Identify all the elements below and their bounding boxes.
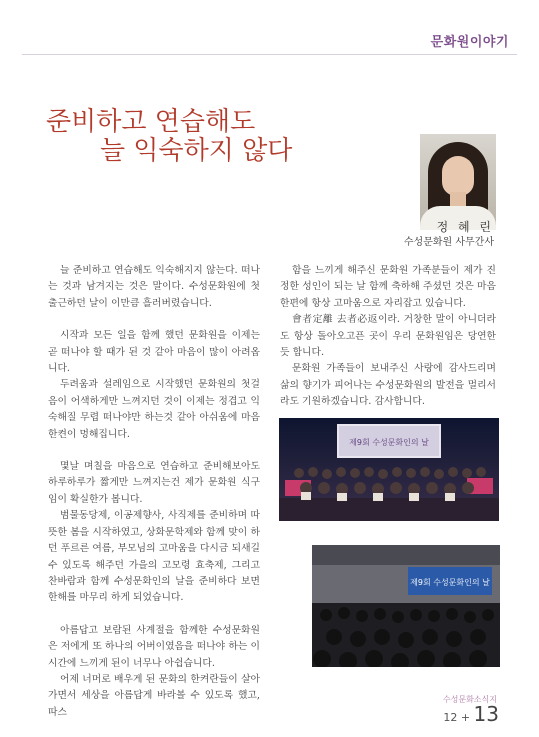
event-photo-stage (279, 418, 499, 521)
title-line-1: 준비하고 연습해도 (46, 107, 256, 137)
stage-floor (279, 498, 499, 521)
body-paragraph: 두려움과 설레임으로 시작했던 문화원의 첫걸음이 어색하게만 느껴지던 것이 이제는 정겹고 익숙해질 무렵 떠나야만 하는것 같아 아쉬움에 마음 한켠이 멍해집니다. (48, 379, 260, 440)
author-name: 정 혜 린 (436, 220, 494, 234)
photo-face (442, 156, 474, 196)
hall-photo-svg (312, 545, 500, 667)
page-number: 13 (473, 702, 499, 726)
stage-photo-svg (279, 418, 499, 521)
body-paragraph: 어제 너머로 배우게 된 문화의 한켜란들이 살아가면서 세상을 아름답게 바라볼 수 있도록 했고, 따스 (48, 673, 260, 718)
article-title (46, 108, 292, 166)
stage-banner-text: 제9회 수성문화인의 날 (349, 438, 429, 447)
body-paragraph: 아름답고 보람된 사계절을 함께한 수성문화원은 저에게 또 하나의 어버이였음을 떠나야 하는 이 시간에 느끼게 된이 너무나 아쉽습니다. (48, 624, 260, 669)
body-paragraph: 범물동당제, 이공제향사, 사직제를 준비하며 따뜻한 봄을 시작하였고, 상화문학제와 함께 맞이 하던 푸르른 여름, 부모님의 고마움을 다시금 되새길 수 있도록 해주던 가을의 고모령 효축제, 그리고 찬바람과 함께 수성문화인의 날을 준비하다 보면 한해를 마무리 하게 되었습니다. (48, 510, 260, 604)
footer-magazine-name: 수성문화소식지 (442, 695, 497, 704)
event-photo-hall (312, 545, 500, 667)
author-photo (420, 134, 496, 230)
page-prefix: 12 + (443, 711, 471, 724)
body-paragraph: 몇날 며칠을 마음으로 연습하고 준비해보아도 하루하루가 짧게만 느껴지는건 제가 문화원 식구임이 확실한가 봅니다. (48, 461, 260, 505)
body-paragraph: 會者定離 去者必返이라. 거창한 말이 아니더라도 항상 돌아오고픈 곳이 우리 문화원임은 당연한 듯 합니다. (280, 314, 496, 359)
body-paragraph: 함을 느끼게 해주신 문화원 가족분들이 제가 진정한 성인이 되는 날 함께 축하해 주셨던 것은 마음 한편에 항상 고마움으로 자리잡고 있습니다. (280, 265, 496, 309)
title-line-2: 늘 익숙하지 않다 (100, 136, 293, 166)
body-paragraph: 시작과 모든 일을 함께 했던 문화원을 이제는 곧 떠나야 할 때가 된 것 같아 마음이 많이 아려옵니다. (48, 330, 260, 375)
author-role: 수성문화원 사무간사 (403, 237, 494, 248)
section-label: 문화원이야기 (430, 35, 509, 50)
paragraph-gap (48, 443, 260, 459)
footer-page-number (443, 702, 499, 726)
body-paragraph: 문화원 가족들이 보내주신 사랑에 감사드리며 삶의 향기가 피어나는 수성문화원의 발전을 멀리서라도 기원하겠습니다. 감사합니다. (280, 363, 496, 408)
body-paragraph: 늘 준비하고 연습해도 익숙해지지 않는다. 떠나는 것과 남겨지는 것은 말이다. 수성문화원에 첫 출근하던 날이 이만큼 흘러버렸습니다. (48, 265, 260, 309)
body-left-column (48, 263, 260, 721)
paragraph-gap (48, 607, 260, 623)
top-rule (22, 54, 517, 55)
paragraph-gap (48, 312, 260, 328)
hall-banner-text: 제9회 수성문화인의 날 (410, 578, 490, 587)
body-right-column (280, 263, 496, 411)
photo-neck (450, 192, 466, 206)
